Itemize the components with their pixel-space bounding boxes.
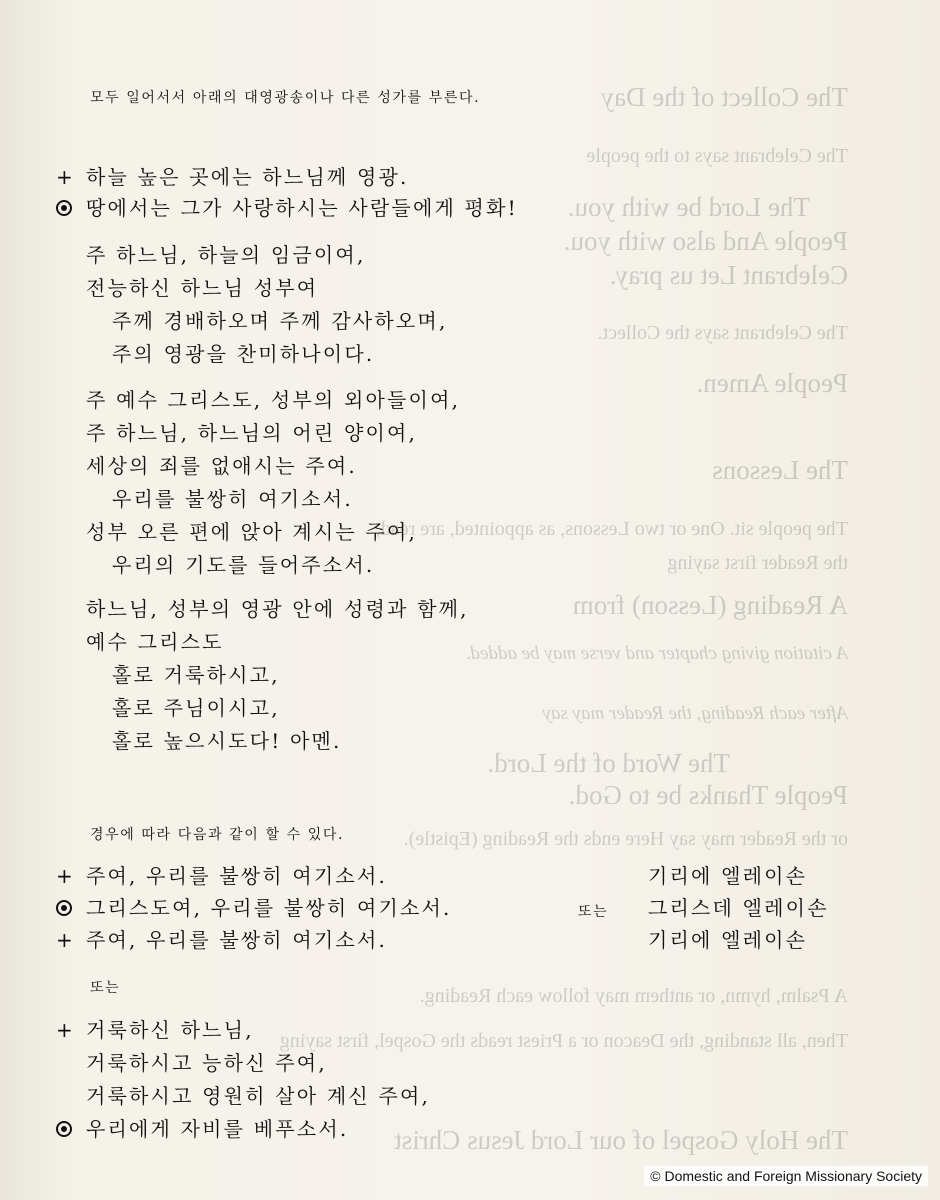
kyrie-greek: 기리에 엘레이손 [648, 928, 808, 952]
bleed-line: People Thanks be to God. [568, 780, 848, 810]
rubric-kyrie-option: 경우에 따라 다음과 같이 할 수 있다. [90, 827, 345, 843]
bleed-line: The Lord be with you. [567, 192, 810, 222]
celebrant-plus-icon: + [56, 165, 73, 189]
rubric-or: 또는 [90, 980, 121, 996]
kyrie-line: 주여, 우리를 불쌍히 여기소서. [86, 864, 388, 888]
kyrie-line: 주여, 우리를 불쌍히 여기소서. [86, 928, 388, 952]
gloria-line: 주 하느님, 하늘의 임금이여, [86, 243, 366, 267]
celebrant-plus-icon: + [56, 928, 73, 952]
trisagion-line: 거룩하시고 능하신 주여, [86, 1051, 327, 1075]
bleed-line: The Lessons [712, 455, 848, 485]
people-response-icon [56, 200, 72, 216]
rubric-stand-and-sing: 모두 일어서서 아래의 대영광송이나 다른 성가를 부른다. [90, 90, 481, 106]
bleed-line: A Psalm, hymn, or anthem may follow each Reading. [419, 985, 848, 1007]
gloria-line: 전능하신 하느님 성부여 [86, 276, 319, 300]
bleed-line: People And also with you. [563, 226, 848, 256]
gloria-line: 주 예수 그리스도, 성부의 외아들이여, [86, 388, 461, 412]
gloria-line: 주의 영광을 찬미하나이다. [112, 342, 375, 366]
bleed-line: The Collect of the Day [600, 82, 848, 112]
bleed-line: The Celebrant says the Collect. [597, 322, 848, 344]
bleed-line: A Reading (Lesson) from [572, 590, 848, 620]
kyrie-greek: 그리스데 엘레이손 [648, 896, 829, 920]
gloria-line: 땅에서는 그가 사랑하시는 사람들에게 평화! [86, 196, 518, 220]
bleed-line: or the Reader may say Here ends the Reading (Epistle). [403, 828, 848, 850]
gloria-line: 우리를 불쌍히 여기소서. [112, 487, 353, 511]
bleed-line: The Word of the Lord. [487, 748, 730, 778]
gloria-line: 홀로 높으시도다! 아멘. [112, 729, 342, 753]
gloria-line: 하느님, 성부의 영광 안에 성령과 함께, [86, 597, 469, 621]
bleed-line: the Reader first saying [667, 552, 848, 574]
gloria-line: 성부 오른 편에 앉아 계시는 주여, [86, 520, 418, 544]
gloria-line: 홀로 주님이시고, [112, 696, 280, 720]
gloria-line: 하늘 높은 곳에는 하느님께 영광. [86, 165, 409, 189]
people-response-icon [56, 1121, 72, 1137]
trisagion-line: 거룩하신 하느님, [86, 1018, 254, 1042]
bleed-line: Then, all standing, the Deacon or a Priest reads the Gospel, first saying [279, 1030, 848, 1052]
trisagion-line: 거룩하시고 영원히 살아 계신 주여, [86, 1084, 431, 1108]
bleed-line: The people sit. One or two Lessons, as appointed, are read, [375, 518, 848, 540]
bleed-line: After each Reading, the Reader may say [542, 703, 848, 724]
gloria-line: 주께 경배하오며 주께 감사하오며, [112, 309, 448, 333]
people-response-icon [56, 900, 72, 916]
gloria-line: 홀로 거룩하시고, [112, 663, 280, 687]
copyright-notice: © Domestic and Foreign Missionary Society [644, 1166, 928, 1186]
bleed-line: People Amen. [696, 368, 848, 398]
gloria-line: 세상의 죄를 없애시는 주여. [86, 454, 357, 478]
kyrie-line: 그리스도여, 우리를 불쌍히 여기소서. [86, 896, 452, 920]
kyrie-or-label: 또는 [578, 904, 609, 920]
gloria-line: 우리의 기도를 들어주소서. [112, 553, 375, 577]
bleed-line: The Celebrant says to the people [586, 145, 848, 167]
trisagion-line: 우리에게 자비를 베푸소서. [86, 1117, 349, 1141]
bleed-line: A citation giving chapter and verse may be added. [465, 643, 848, 664]
celebrant-plus-icon: + [56, 864, 73, 888]
gloria-line: 주 하느님, 하느님의 어린 양이여, [86, 421, 418, 445]
bleed-line: The Holy Gospel of our Lord Jesus Christ [394, 1125, 848, 1155]
bleed-line: Celebrant Let us pray. [609, 260, 848, 290]
kyrie-greek: 기리에 엘레이손 [648, 864, 808, 888]
gloria-line: 예수 그리스도 [86, 630, 224, 654]
celebrant-plus-icon: + [56, 1018, 73, 1042]
